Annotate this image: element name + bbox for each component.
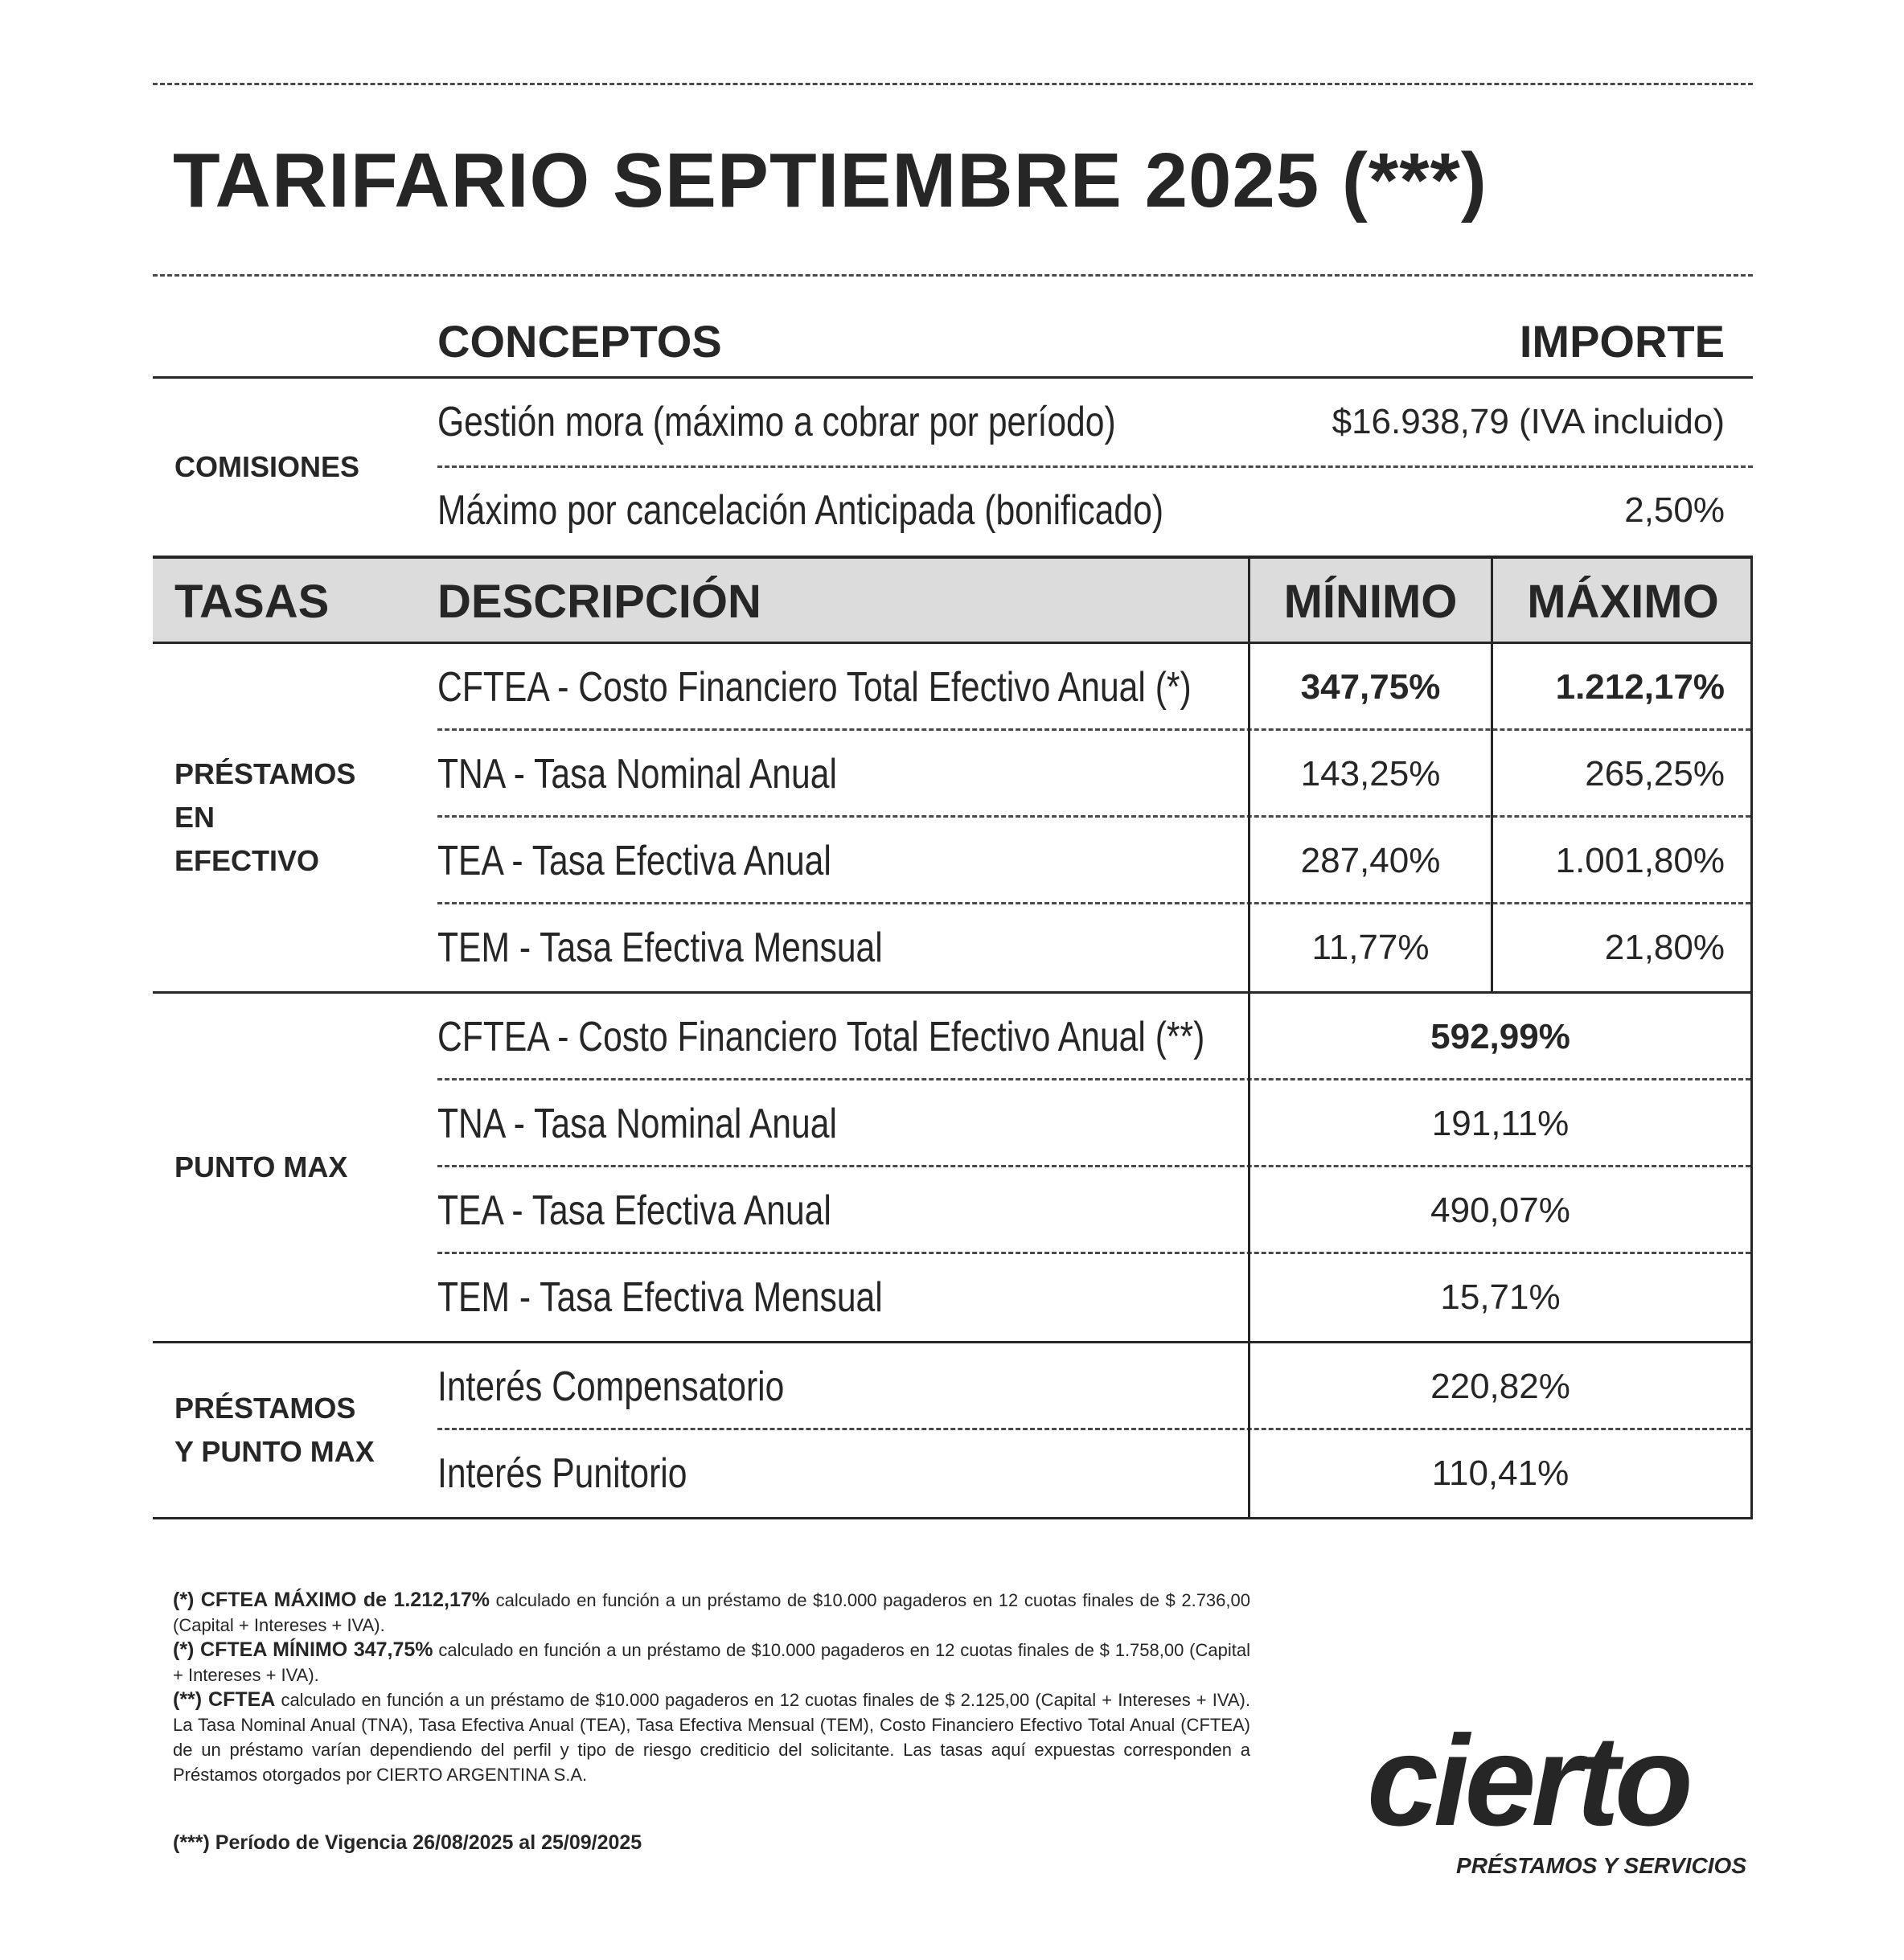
- table-row: [437, 904, 1750, 991]
- table-row: [437, 1343, 1750, 1430]
- label-line: Y PUNTO MAX: [174, 1435, 375, 1468]
- rate-description: CFTEA - Costo Financiero Total Efectivo Anual (**): [437, 1014, 1205, 1060]
- table-row: [437, 644, 1750, 731]
- tariff-table: [153, 305, 1753, 1519]
- footnote-text: calculado en función a un préstamo de $10.000 pagaderos en 12 cuotas finales de $ 2.125,00 (Capital + Intereses + IVA). La Tasa Nominal Anual (TNA), Tasa Efectiva Anual (TEA), Tasa Efectiva Mensual (TEM), Costo Financiero Efectivo Total Anual (CFTEA) de un préstamo varían dependiendo del perfil y tipo de riesgo crediticio del solicitante. Las tasas aquí expuestas corresponden a Préstamos otorgados por CIERTO ARGENTINA S.A.: [173, 1690, 1250, 1785]
- footnote: [173, 1638, 1250, 1687]
- conceptos-heading: CONCEPTOS: [437, 316, 722, 367]
- rate-min: 11,77%: [1248, 904, 1491, 991]
- rate-description: TEM - Tasa Efectiva Mensual: [437, 925, 883, 971]
- prestamos-punto-max-label: [174, 1343, 375, 1517]
- title-divider: [153, 274, 1753, 277]
- table-row: [437, 731, 1750, 818]
- tasas-heading: TASAS: [174, 575, 330, 628]
- table-row: [437, 1254, 1750, 1341]
- comisiones-label: COMISIONES: [174, 450, 360, 483]
- rate-min: 143,25%: [1248, 731, 1491, 818]
- label-line: EFECTIVO: [174, 844, 320, 877]
- conceptos-header: [153, 305, 1753, 379]
- rate-description: Interés Compensatorio: [437, 1363, 785, 1410]
- comision-amount: $16.938,79 (IVA incluido): [1332, 402, 1725, 441]
- logo-tagline: PRÉSTAMOS Y SERVICIOS: [1456, 1853, 1746, 1878]
- label-line: EN: [174, 801, 215, 834]
- vigencia-note: (***) Período de Vigencia 26/08/2025 al 25/09/2025: [173, 1831, 642, 1854]
- table-row: [437, 818, 1750, 904]
- footnote-text: calculado en función a un préstamo de $10.000 pagaderos en 12 cuotas finales de $ 1.758,00 (Capital + Intereses + IVA).: [173, 1640, 1250, 1685]
- rate-value: 15,71%: [1248, 1254, 1750, 1341]
- top-divider: [153, 83, 1753, 85]
- rate-max: 21,80%: [1491, 904, 1750, 991]
- prestamos-efectivo-label: [174, 644, 355, 991]
- comision-row: [437, 379, 1753, 468]
- cierto-logo: [1367, 1708, 1753, 1878]
- rate-description: TEA - Tasa Efectiva Anual: [437, 1187, 831, 1234]
- table-row: [437, 1430, 1750, 1517]
- comision-description: Gestión mora (máximo a cobrar por período): [437, 399, 1116, 445]
- footnote-bold: (*) CFTEA MÁXIMO de 1.212,17%: [173, 1589, 490, 1611]
- rate-min: 347,75%: [1248, 644, 1491, 731]
- rate-value: 592,99%: [1248, 994, 1750, 1080]
- rate-max: 1.212,17%: [1491, 644, 1750, 731]
- rate-description: TEM - Tasa Efectiva Mensual: [437, 1274, 883, 1321]
- table-row: [437, 1080, 1750, 1167]
- footnote: [173, 1588, 1250, 1638]
- rate-value: 490,07%: [1248, 1167, 1750, 1254]
- tasas-header: [153, 559, 1753, 644]
- comisiones-section: [153, 379, 1753, 559]
- footnotes: [173, 1588, 1250, 1787]
- prestamos-punto-max-section: [153, 1343, 1753, 1519]
- rate-description: Interés Punitorio: [437, 1450, 687, 1497]
- importe-heading: IMPORTE: [1519, 316, 1725, 367]
- maximo-heading: MÁXIMO: [1491, 559, 1753, 644]
- comision-amount: 2,50%: [1624, 490, 1725, 530]
- logo-wordmark: cierto: [1367, 1708, 1689, 1852]
- comision-row: [437, 467, 1753, 554]
- footnote-bold: (*) CFTEA MÍNIMO 347,75%: [173, 1638, 433, 1661]
- rate-description: TNA - Tasa Nominal Anual: [437, 751, 837, 798]
- footnote-bold: (**) CFTEA: [173, 1688, 276, 1711]
- table-row: [437, 1167, 1750, 1254]
- prestamos-efectivo-section: [153, 644, 1753, 994]
- punto-max-section: [153, 994, 1753, 1343]
- rate-min: 287,40%: [1248, 818, 1491, 904]
- footnote: [173, 1687, 1250, 1787]
- table-row: [437, 994, 1750, 1080]
- rate-value: 110,41%: [1248, 1430, 1750, 1517]
- rate-max: 265,25%: [1491, 731, 1750, 818]
- label-line: PRÉSTAMOS: [174, 1392, 356, 1425]
- rate-description: TEA - Tasa Efectiva Anual: [437, 838, 831, 884]
- punto-max-label: PUNTO MAX: [174, 1150, 348, 1183]
- rate-max: 1.001,80%: [1491, 818, 1750, 904]
- rate-value: 220,82%: [1248, 1343, 1750, 1430]
- page-title: TARIFARIO SEPTIEMBRE 2025 (***): [173, 137, 1488, 223]
- minimo-heading: MÍNIMO: [1248, 559, 1491, 644]
- descripcion-heading: DESCRIPCIÓN: [437, 575, 761, 628]
- rate-value: 191,11%: [1248, 1080, 1750, 1167]
- rate-description: TNA - Tasa Nominal Anual: [437, 1101, 837, 1147]
- comision-description: Máximo por cancelación Anticipada (bonificado): [437, 487, 1164, 534]
- rate-description: CFTEA - Costo Financiero Total Efectivo Anual (*): [437, 664, 1192, 711]
- label-line: PRÉSTAMOS: [174, 757, 356, 790]
- footnote-text: calculado en función a un préstamo de $10.000 pagaderos en 12 cuotas finales de $ 2.736,00 (Capital + Intereses + IVA).: [173, 1590, 1250, 1635]
